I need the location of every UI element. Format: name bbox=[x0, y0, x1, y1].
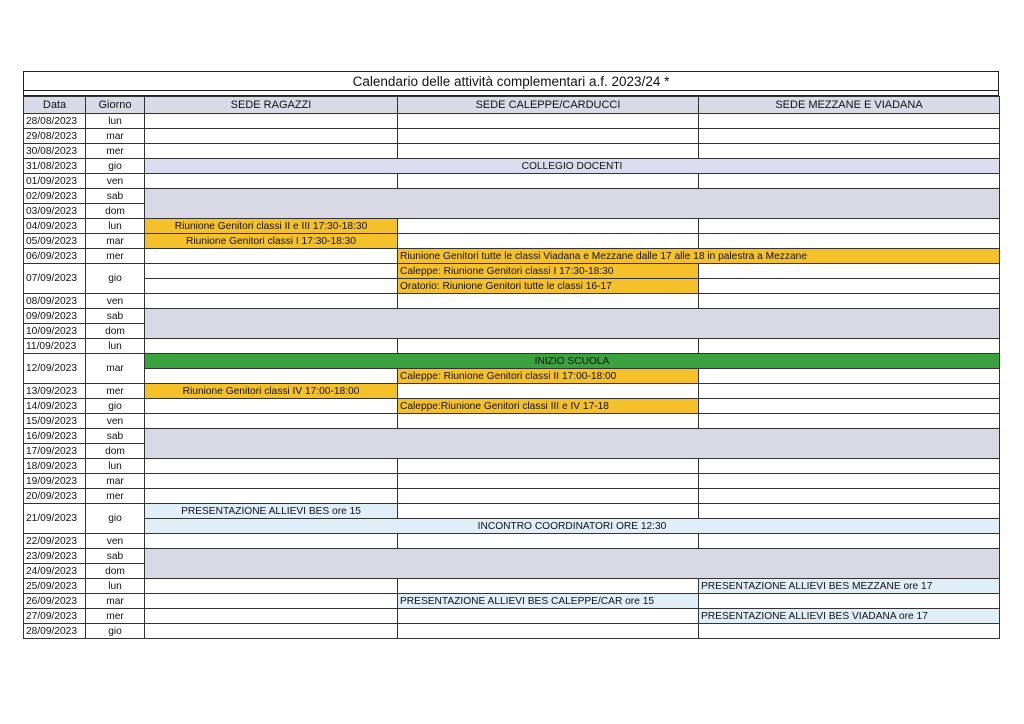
empty-cell bbox=[699, 459, 1000, 474]
date-cell: 18/09/2023 bbox=[24, 459, 86, 474]
day-cell: sab bbox=[86, 429, 145, 444]
empty-cell bbox=[699, 264, 1000, 279]
day-cell: ven bbox=[86, 534, 145, 549]
empty-cell bbox=[699, 114, 1000, 129]
date-cell: 11/09/2023 bbox=[24, 339, 86, 354]
day-cell: mar bbox=[86, 474, 145, 489]
empty-cell bbox=[699, 489, 1000, 504]
calendar-row bbox=[24, 384, 1000, 399]
date-cell: 24/09/2023 bbox=[24, 564, 86, 579]
empty-cell bbox=[699, 504, 1000, 519]
calendar-row bbox=[24, 174, 1000, 189]
day-cell: gio bbox=[86, 504, 145, 534]
date-cell: 04/09/2023 bbox=[24, 219, 86, 234]
empty-cell bbox=[145, 399, 398, 414]
calendar-row bbox=[24, 399, 1000, 414]
weekend-cell bbox=[145, 189, 1000, 219]
empty-cell bbox=[145, 594, 398, 609]
calendar-row bbox=[24, 234, 1000, 249]
date-cell: 30/08/2023 bbox=[24, 144, 86, 159]
event-cell: Caleppe: Riunione Genitori classi I 17:30-18:30 bbox=[398, 264, 699, 279]
calendar-row bbox=[24, 594, 1000, 609]
date-cell: 28/09/2023 bbox=[24, 624, 86, 639]
date-cell: 05/09/2023 bbox=[24, 234, 86, 249]
header-sede-caleppe: SEDE CALEPPE/CARDUCCI bbox=[398, 97, 699, 114]
day-cell: dom bbox=[86, 564, 145, 579]
calendar-row bbox=[24, 264, 1000, 279]
date-cell: 29/08/2023 bbox=[24, 129, 86, 144]
date-cell: 01/09/2023 bbox=[24, 174, 86, 189]
calendar-table bbox=[23, 96, 1000, 639]
empty-cell bbox=[398, 414, 699, 429]
date-cell: 15/09/2023 bbox=[24, 414, 86, 429]
empty-cell bbox=[398, 384, 699, 399]
empty-cell bbox=[145, 279, 398, 294]
event-cell: Riunione Genitori tutte le classi Viadana e Mezzane dalle 17 alle 18 in palestra a Mezzane bbox=[398, 249, 1000, 264]
header-sede-mezzane: SEDE MEZZANE E VIADANA bbox=[699, 97, 1000, 114]
calendar-body bbox=[24, 114, 1000, 639]
calendar-title: Calendario delle attività complementari a.f. 2023/24 * bbox=[23, 71, 999, 91]
date-cell: 27/09/2023 bbox=[24, 609, 86, 624]
empty-cell bbox=[699, 234, 1000, 249]
day-cell: mer bbox=[86, 144, 145, 159]
day-cell: gio bbox=[86, 624, 145, 639]
event-cell: PRESENTAZIONE ALLIEVI BES MEZZANE ore 17 bbox=[699, 579, 1000, 594]
day-cell: mer bbox=[86, 249, 145, 264]
calendar-row bbox=[24, 489, 1000, 504]
event-cell: PRESENTAZIONE ALLIEVI BES CALEPPE/CAR ore 15 bbox=[398, 594, 699, 609]
empty-cell bbox=[699, 219, 1000, 234]
empty-cell bbox=[398, 534, 699, 549]
event-cell: COLLEGIO DOCENTI bbox=[145, 159, 1000, 174]
calendar-row bbox=[24, 294, 1000, 309]
empty-cell bbox=[398, 129, 699, 144]
date-cell: 13/09/2023 bbox=[24, 384, 86, 399]
calendar-row bbox=[24, 354, 1000, 369]
calendar-row bbox=[24, 534, 1000, 549]
empty-cell bbox=[699, 144, 1000, 159]
empty-cell bbox=[145, 534, 398, 549]
day-cell: lun bbox=[86, 114, 145, 129]
weekend-cell bbox=[145, 429, 1000, 459]
calendar-row bbox=[24, 144, 1000, 159]
empty-cell bbox=[398, 234, 699, 249]
date-cell: 23/09/2023 bbox=[24, 549, 86, 564]
date-cell: 17/09/2023 bbox=[24, 444, 86, 459]
date-cell: 10/09/2023 bbox=[24, 324, 86, 339]
day-cell: ven bbox=[86, 174, 145, 189]
empty-cell bbox=[699, 534, 1000, 549]
calendar-row-continued bbox=[24, 369, 1000, 384]
header-data: Data bbox=[24, 97, 86, 114]
header-sede-ragazzi: SEDE RAGAZZI bbox=[145, 97, 398, 114]
empty-cell bbox=[699, 129, 1000, 144]
day-cell: lun bbox=[86, 219, 145, 234]
day-cell: lun bbox=[86, 339, 145, 354]
calendar-row bbox=[24, 219, 1000, 234]
event-cell: INIZIO SCUOLA bbox=[145, 354, 1000, 369]
empty-cell bbox=[699, 414, 1000, 429]
day-cell: sab bbox=[86, 549, 145, 564]
empty-cell bbox=[145, 624, 398, 639]
empty-cell bbox=[398, 579, 699, 594]
day-cell: mer bbox=[86, 609, 145, 624]
day-cell: mer bbox=[86, 489, 145, 504]
date-cell: 07/09/2023 bbox=[24, 264, 86, 294]
empty-cell bbox=[145, 129, 398, 144]
empty-cell bbox=[145, 114, 398, 129]
calendar-row-continued bbox=[24, 519, 1000, 534]
empty-cell bbox=[699, 174, 1000, 189]
empty-cell bbox=[398, 339, 699, 354]
event-cell: PRESENTAZIONE ALLIEVI BES ore 15 bbox=[145, 504, 398, 519]
empty-cell bbox=[145, 579, 398, 594]
empty-cell bbox=[699, 384, 1000, 399]
empty-cell bbox=[145, 264, 398, 279]
empty-cell bbox=[145, 489, 398, 504]
weekend-cell bbox=[145, 309, 1000, 339]
event-cell: INCONTRO COORDINATORI ORE 12:30 bbox=[145, 519, 1000, 534]
day-cell: mar bbox=[86, 354, 145, 384]
calendar-row-continued bbox=[24, 279, 1000, 294]
day-cell: dom bbox=[86, 204, 145, 219]
day-cell: gio bbox=[86, 159, 145, 174]
header-row bbox=[24, 97, 1000, 114]
event-cell: PRESENTAZIONE ALLIEVI BES VIADANA ore 17 bbox=[699, 609, 1000, 624]
empty-cell bbox=[398, 294, 699, 309]
event-cell: Oratorio: Riunione Genitori tutte le classi 16-17 bbox=[398, 279, 699, 294]
calendar-row bbox=[24, 414, 1000, 429]
calendar-row bbox=[24, 549, 1000, 564]
empty-cell bbox=[398, 174, 699, 189]
weekend-cell bbox=[145, 549, 1000, 579]
calendar-row bbox=[24, 159, 1000, 174]
empty-cell bbox=[699, 474, 1000, 489]
date-cell: 26/09/2023 bbox=[24, 594, 86, 609]
calendar-row bbox=[24, 114, 1000, 129]
empty-cell bbox=[398, 144, 699, 159]
empty-cell bbox=[699, 294, 1000, 309]
date-cell: 02/09/2023 bbox=[24, 189, 86, 204]
empty-cell bbox=[145, 474, 398, 489]
date-cell: 16/09/2023 bbox=[24, 429, 86, 444]
calendar-row bbox=[24, 309, 1000, 324]
empty-cell bbox=[145, 294, 398, 309]
calendar-sheet bbox=[23, 71, 999, 639]
calendar-row bbox=[24, 579, 1000, 594]
empty-cell bbox=[398, 459, 699, 474]
event-cell: Riunione Genitori classi I 17:30-18:30 bbox=[145, 234, 398, 249]
day-cell: mar bbox=[86, 234, 145, 249]
date-cell: 14/09/2023 bbox=[24, 399, 86, 414]
empty-cell bbox=[398, 474, 699, 489]
empty-cell bbox=[398, 489, 699, 504]
day-cell: sab bbox=[86, 309, 145, 324]
calendar-row bbox=[24, 189, 1000, 204]
day-cell: mer bbox=[86, 384, 145, 399]
header-giorno: Giorno bbox=[86, 97, 145, 114]
calendar-row bbox=[24, 459, 1000, 474]
empty-cell bbox=[145, 339, 398, 354]
day-cell: ven bbox=[86, 414, 145, 429]
event-cell: Riunione Genitori classi IV 17:00-18:00 bbox=[145, 384, 398, 399]
day-cell: sab bbox=[86, 189, 145, 204]
date-cell: 08/09/2023 bbox=[24, 294, 86, 309]
empty-cell bbox=[398, 114, 699, 129]
calendar-row bbox=[24, 129, 1000, 144]
day-cell: mar bbox=[86, 129, 145, 144]
day-cell: dom bbox=[86, 324, 145, 339]
day-cell: gio bbox=[86, 399, 145, 414]
empty-cell bbox=[699, 339, 1000, 354]
event-cell: Caleppe: Riunione Genitori classi II 17:00-18:00 bbox=[398, 369, 699, 384]
empty-cell bbox=[398, 504, 699, 519]
calendar-row bbox=[24, 504, 1000, 519]
calendar-row bbox=[24, 429, 1000, 444]
date-cell: 21/09/2023 bbox=[24, 504, 86, 534]
empty-cell bbox=[145, 249, 398, 264]
date-cell: 28/08/2023 bbox=[24, 114, 86, 129]
date-cell: 09/09/2023 bbox=[24, 309, 86, 324]
date-cell: 19/09/2023 bbox=[24, 474, 86, 489]
day-cell: mar bbox=[86, 594, 145, 609]
date-cell: 06/09/2023 bbox=[24, 249, 86, 264]
empty-cell bbox=[398, 609, 699, 624]
calendar-row bbox=[24, 624, 1000, 639]
empty-cell bbox=[699, 624, 1000, 639]
event-cell: Riunione Genitori classi II e III 17:30-18:30 bbox=[145, 219, 398, 234]
date-cell: 20/09/2023 bbox=[24, 489, 86, 504]
empty-cell bbox=[699, 594, 1000, 609]
empty-cell bbox=[145, 414, 398, 429]
empty-cell bbox=[145, 144, 398, 159]
date-cell: 25/09/2023 bbox=[24, 579, 86, 594]
empty-cell bbox=[145, 609, 398, 624]
empty-cell bbox=[699, 399, 1000, 414]
empty-cell bbox=[145, 174, 398, 189]
date-cell: 12/09/2023 bbox=[24, 354, 86, 384]
date-cell: 31/08/2023 bbox=[24, 159, 86, 174]
day-cell: gio bbox=[86, 264, 145, 294]
event-cell: Caleppe:Riunione Genitori classi III e IV 17-18 bbox=[398, 399, 699, 414]
calendar-row bbox=[24, 249, 1000, 264]
date-cell: 03/09/2023 bbox=[24, 204, 86, 219]
day-cell: lun bbox=[86, 459, 145, 474]
day-cell: ven bbox=[86, 294, 145, 309]
date-cell: 22/09/2023 bbox=[24, 534, 86, 549]
empty-cell bbox=[398, 624, 699, 639]
calendar-row bbox=[24, 474, 1000, 489]
empty-cell bbox=[398, 219, 699, 234]
empty-cell bbox=[699, 279, 1000, 294]
calendar-row bbox=[24, 339, 1000, 354]
day-cell: dom bbox=[86, 444, 145, 459]
empty-cell bbox=[145, 459, 398, 474]
calendar-row bbox=[24, 609, 1000, 624]
day-cell: lun bbox=[86, 579, 145, 594]
empty-cell bbox=[699, 369, 1000, 384]
empty-cell bbox=[145, 369, 398, 384]
